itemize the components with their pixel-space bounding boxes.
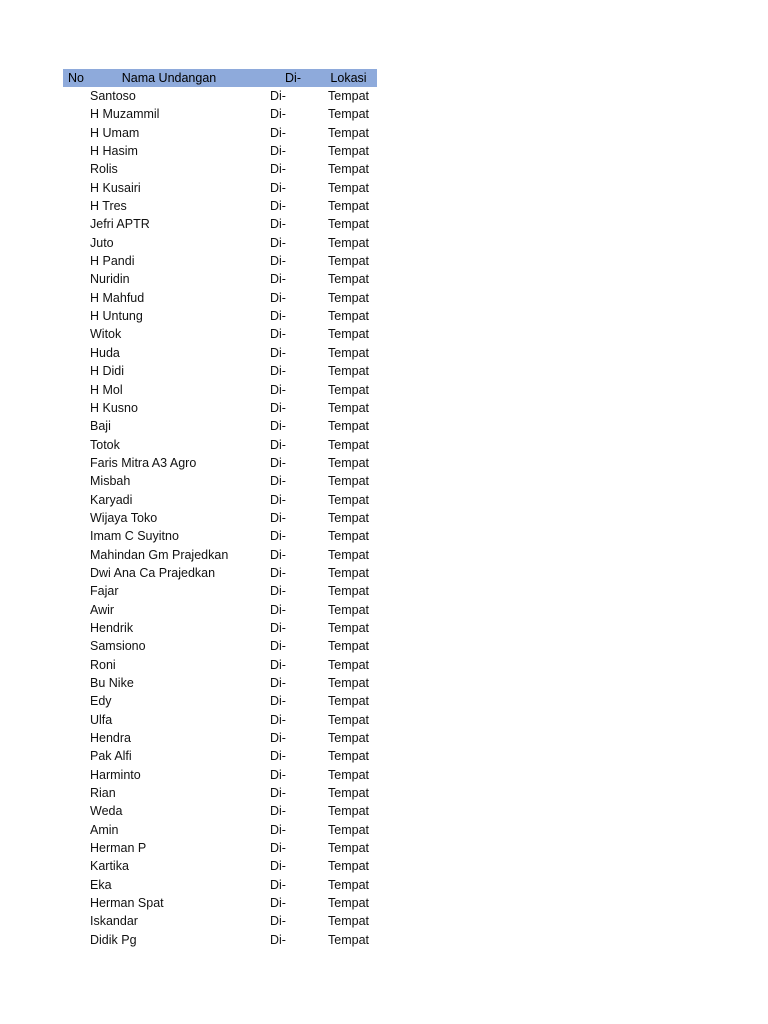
cell-di: Di- <box>270 89 286 103</box>
cell-name: Didik Pg <box>90 932 137 947</box>
cell-lokasi: Tempat <box>328 896 369 911</box>
cell-di: Di- <box>270 290 286 305</box>
cell-name: Misbah <box>90 474 131 489</box>
cell-lokasi: Tempat <box>328 272 369 287</box>
cell-name: H Mol <box>90 382 123 397</box>
cell-no <box>63 362 90 380</box>
cell-no <box>63 931 90 949</box>
cell-no <box>63 252 90 270</box>
cell-lokasi: Tempat <box>328 804 369 819</box>
header-no: No <box>68 71 84 85</box>
cell-no <box>63 619 90 637</box>
table-body <box>63 87 377 949</box>
cell-name: Santoso <box>90 89 136 103</box>
cell-name: H Umam <box>90 125 140 140</box>
cell-di: Di- <box>270 749 286 764</box>
cell-no <box>63 381 90 399</box>
cell-no <box>63 307 90 325</box>
cell-name: Imam C Suyitno <box>90 529 179 544</box>
table-row <box>63 509 377 527</box>
cell-name: Dwi Ana Ca Prajedkan <box>90 565 216 580</box>
cell-no <box>63 876 90 894</box>
table-row <box>63 124 377 142</box>
cell-di: Di- <box>270 712 286 727</box>
cell-no <box>63 454 90 472</box>
cell-name: H Hasim <box>90 144 138 159</box>
cell-name: Kartika <box>90 859 129 874</box>
cell-lokasi: Tempat <box>328 639 369 654</box>
table-row <box>63 729 377 747</box>
cell-di: Di- <box>270 657 286 672</box>
table-row <box>63 381 377 399</box>
cell-di: Di- <box>270 767 286 782</box>
cell-name: Rian <box>90 786 116 801</box>
header-lokasi: Lokasi <box>330 71 367 85</box>
cell-di: Di- <box>270 804 286 819</box>
cell-di: Di- <box>270 144 286 159</box>
cell-di: Di- <box>270 180 286 195</box>
cell-di: Di- <box>270 694 286 709</box>
cell-lokasi: Tempat <box>328 694 369 709</box>
cell-lokasi: Tempat <box>328 676 369 690</box>
cell-name: Herman Spat <box>90 896 164 911</box>
table-row <box>63 582 377 600</box>
cell-no <box>63 87 90 105</box>
cell-no <box>63 142 90 160</box>
table-row <box>63 417 377 435</box>
cell-lokasi: Tempat <box>328 932 369 947</box>
cell-lokasi: Tempat <box>328 217 369 232</box>
table-row <box>63 215 377 233</box>
cell-di: Di- <box>270 620 286 635</box>
cell-di: Di- <box>270 107 286 122</box>
cell-di: Di- <box>270 639 286 654</box>
cell-lokasi: Tempat <box>328 327 369 342</box>
table-header-row <box>63 69 377 87</box>
cell-di: Di- <box>270 419 286 434</box>
cell-lokasi: Tempat <box>328 786 369 801</box>
cell-no <box>63 491 90 509</box>
cell-no <box>63 546 90 564</box>
table-row <box>63 821 377 839</box>
header-name: Nama Undangan <box>121 71 217 85</box>
table-row <box>63 234 377 252</box>
cell-di: Di- <box>270 841 286 856</box>
cell-lokasi: Tempat <box>328 767 369 782</box>
cell-di: Di- <box>270 217 286 232</box>
cell-lokasi: Tempat <box>328 364 369 379</box>
cell-di: Di- <box>270 565 286 580</box>
cell-no <box>63 564 90 582</box>
cell-di: Di- <box>270 731 286 746</box>
cell-lokasi: Tempat <box>328 602 369 617</box>
table-row <box>63 325 377 343</box>
cell-di: Di- <box>270 492 286 507</box>
cell-name: H Untung <box>90 309 143 324</box>
table-row <box>63 784 377 802</box>
table-row <box>63 179 377 197</box>
cell-no <box>63 912 90 930</box>
cell-di: Di- <box>270 382 286 397</box>
cell-no <box>63 802 90 820</box>
cell-no <box>63 215 90 233</box>
cell-no <box>63 105 90 123</box>
cell-di: Di- <box>270 822 286 837</box>
cell-name: Totok <box>90 437 120 452</box>
cell-lokasi: Tempat <box>328 144 369 159</box>
table-row <box>63 436 377 454</box>
cell-lokasi: Tempat <box>328 400 369 415</box>
cell-lokasi: Tempat <box>328 712 369 727</box>
table-row <box>63 564 377 582</box>
cell-no <box>63 821 90 839</box>
cell-di: Di- <box>270 474 286 489</box>
table-row <box>63 766 377 784</box>
cell-no <box>63 124 90 142</box>
cell-di: Di- <box>270 400 286 415</box>
cell-no <box>63 839 90 857</box>
cell-name: Harminto <box>90 767 141 782</box>
cell-lokasi: Tempat <box>328 199 369 214</box>
table-row <box>63 307 377 325</box>
cell-no <box>63 601 90 619</box>
cell-lokasi: Tempat <box>328 125 369 140</box>
table-row <box>63 692 377 710</box>
cell-lokasi: Tempat <box>328 620 369 635</box>
cell-lokasi: Tempat <box>328 822 369 837</box>
cell-no <box>63 857 90 875</box>
cell-no <box>63 472 90 490</box>
cell-name: Hendrik <box>90 620 134 635</box>
cell-lokasi: Tempat <box>328 474 369 489</box>
table-row <box>63 252 377 270</box>
table-row <box>63 454 377 472</box>
cell-lokasi: Tempat <box>328 584 369 599</box>
cell-no <box>63 729 90 747</box>
cell-no <box>63 582 90 600</box>
cell-di: Di- <box>270 859 286 874</box>
cell-di: Di- <box>270 676 286 690</box>
cell-di: Di- <box>270 125 286 140</box>
cell-di: Di- <box>270 932 286 947</box>
table-row <box>63 289 377 307</box>
table-row <box>63 601 377 619</box>
cell-name: Karyadi <box>90 492 133 507</box>
cell-name: Huda <box>90 345 120 360</box>
cell-name: H Didi <box>90 364 125 379</box>
cell-name: H Mahfud <box>90 290 145 305</box>
cell-lokasi: Tempat <box>328 657 369 672</box>
cell-no <box>63 509 90 527</box>
table-row <box>63 344 377 362</box>
cell-lokasi: Tempat <box>328 180 369 195</box>
table-row <box>63 656 377 674</box>
cell-no <box>63 197 90 215</box>
cell-di: Di- <box>270 327 286 342</box>
cell-di: Di- <box>270 602 286 617</box>
table-row <box>63 802 377 820</box>
cell-name: H Kusairi <box>90 180 141 195</box>
cell-no <box>63 399 90 417</box>
table-row <box>63 527 377 545</box>
cell-name: Bu Nike <box>90 676 134 690</box>
cell-name: Awir <box>90 602 115 617</box>
cell-di: Di- <box>270 914 286 929</box>
cell-no <box>63 711 90 729</box>
cell-no <box>63 692 90 710</box>
cell-no <box>63 234 90 252</box>
cell-lokasi: Tempat <box>328 89 369 103</box>
cell-name: Baji <box>90 419 111 434</box>
cell-no <box>63 637 90 655</box>
table-row <box>63 546 377 564</box>
cell-name: Mahindan Gm Prajedkan <box>90 547 229 562</box>
cell-lokasi: Tempat <box>328 547 369 562</box>
cell-di: Di- <box>270 235 286 250</box>
cell-lokasi: Tempat <box>328 492 369 507</box>
cell-lokasi: Tempat <box>328 419 369 434</box>
cell-name: Rolis <box>90 162 118 177</box>
cell-lokasi: Tempat <box>328 841 369 856</box>
cell-name: Fajar <box>90 584 119 599</box>
cell-name: Pak Alfi <box>90 749 132 764</box>
cell-name: Witok <box>90 327 122 342</box>
cell-no <box>63 325 90 343</box>
table-row <box>63 270 377 288</box>
cell-di: Di- <box>270 345 286 360</box>
table-row <box>63 142 377 160</box>
cell-lokasi: Tempat <box>328 529 369 544</box>
cell-name: Juto <box>90 235 114 250</box>
cell-di: Di- <box>270 364 286 379</box>
cell-lokasi: Tempat <box>328 107 369 122</box>
cell-name: Eka <box>90 877 112 892</box>
cell-no <box>63 344 90 362</box>
cell-no <box>63 747 90 765</box>
cell-name: Hendra <box>90 731 131 746</box>
cell-name: Amin <box>90 822 119 837</box>
cell-name: Roni <box>90 657 116 672</box>
cell-name: H Kusno <box>90 400 138 415</box>
cell-lokasi: Tempat <box>328 510 369 525</box>
cell-name: Herman P <box>90 841 147 856</box>
cell-name: Nuridin <box>90 272 130 287</box>
cell-di: Di- <box>270 896 286 911</box>
cell-lokasi: Tempat <box>328 162 369 177</box>
table-row <box>63 87 377 105</box>
cell-name: Ulfa <box>90 712 113 727</box>
table-row <box>63 839 377 857</box>
cell-name: Faris Mitra A3 Agro <box>90 455 197 470</box>
cell-no <box>63 436 90 454</box>
table-row <box>63 399 377 417</box>
cell-no <box>63 894 90 912</box>
cell-no <box>63 766 90 784</box>
table-row <box>63 747 377 765</box>
table-row <box>63 931 377 949</box>
table-row <box>63 105 377 123</box>
cell-lokasi: Tempat <box>328 877 369 892</box>
cell-lokasi: Tempat <box>328 382 369 397</box>
table-row <box>63 491 377 509</box>
cell-name: Wijaya Toko <box>90 510 158 525</box>
cell-di: Di- <box>270 529 286 544</box>
cell-di: Di- <box>270 309 286 324</box>
cell-no <box>63 417 90 435</box>
cell-name: H Muzammil <box>90 107 160 122</box>
invitation-table <box>63 69 377 949</box>
cell-di: Di- <box>270 254 286 269</box>
cell-lokasi: Tempat <box>328 235 369 250</box>
cell-name: H Pandi <box>90 254 135 269</box>
cell-di: Di- <box>270 786 286 801</box>
header-di: Di- <box>285 71 301 85</box>
table-row <box>63 912 377 930</box>
cell-lokasi: Tempat <box>328 437 369 452</box>
cell-di: Di- <box>270 877 286 892</box>
cell-no <box>63 674 90 692</box>
cell-di: Di- <box>270 199 286 214</box>
cell-lokasi: Tempat <box>328 914 369 929</box>
cell-no <box>63 527 90 545</box>
cell-no <box>63 656 90 674</box>
cell-di: Di- <box>270 162 286 177</box>
table-row <box>63 472 377 490</box>
table-row <box>63 711 377 729</box>
cell-name: Iskandar <box>90 914 138 929</box>
cell-lokasi: Tempat <box>328 455 369 470</box>
table-row <box>63 160 377 178</box>
table-row <box>63 876 377 894</box>
cell-di: Di- <box>270 547 286 562</box>
cell-lokasi: Tempat <box>328 565 369 580</box>
table-row <box>63 362 377 380</box>
table-row <box>63 674 377 692</box>
table-row <box>63 637 377 655</box>
cell-lokasi: Tempat <box>328 749 369 764</box>
cell-name: Samsiono <box>90 639 146 654</box>
cell-di: Di- <box>270 272 286 287</box>
cell-no <box>63 784 90 802</box>
table-row <box>63 894 377 912</box>
cell-name: Jefri APTR <box>90 217 150 232</box>
cell-no <box>63 160 90 178</box>
cell-no <box>63 179 90 197</box>
cell-di: Di- <box>270 437 286 452</box>
table-row <box>63 857 377 875</box>
cell-lokasi: Tempat <box>328 731 369 746</box>
cell-lokasi: Tempat <box>328 254 369 269</box>
cell-di: Di- <box>270 510 286 525</box>
cell-name: H Tres <box>90 199 127 214</box>
cell-no <box>63 289 90 307</box>
cell-di: Di- <box>270 584 286 599</box>
table-row <box>63 619 377 637</box>
cell-name: Edy <box>90 694 112 709</box>
cell-di: Di- <box>270 455 286 470</box>
cell-lokasi: Tempat <box>328 290 369 305</box>
cell-name: Weda <box>90 804 123 819</box>
table-row <box>63 197 377 215</box>
cell-lokasi: Tempat <box>328 859 369 874</box>
cell-lokasi: Tempat <box>328 309 369 324</box>
cell-no <box>63 270 90 288</box>
cell-lokasi: Tempat <box>328 345 369 360</box>
